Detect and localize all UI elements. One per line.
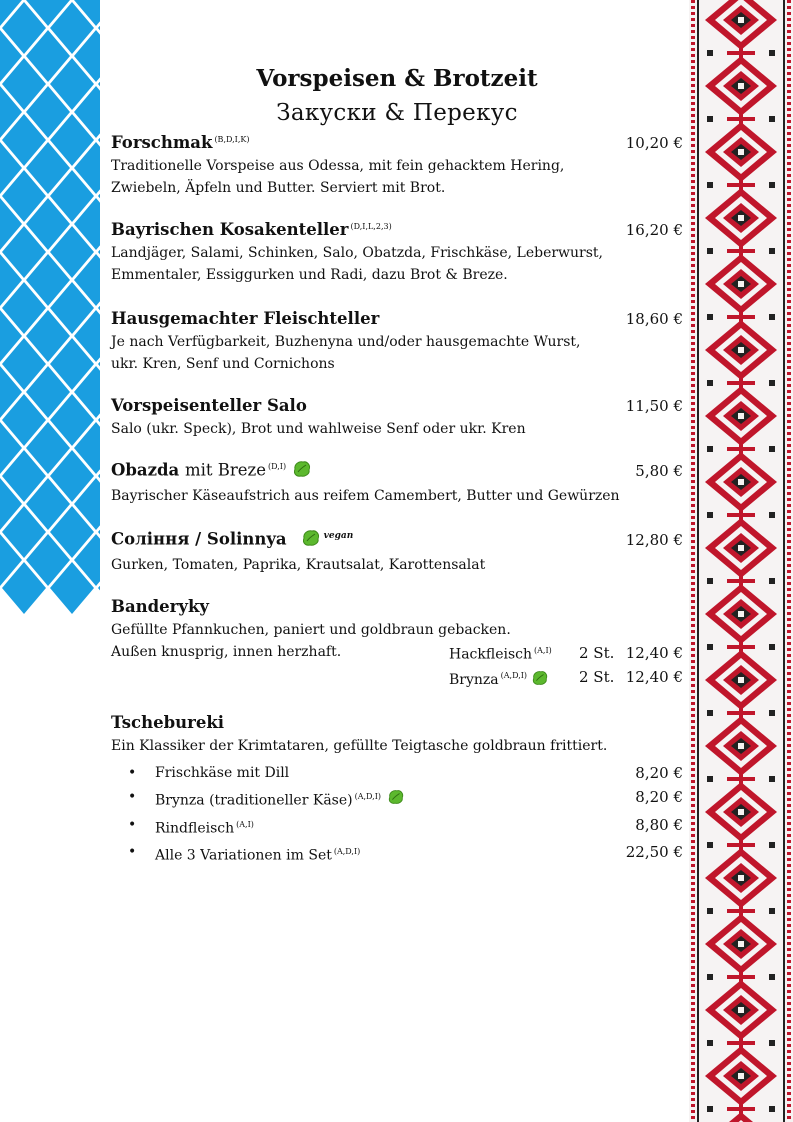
item-price: 10,20 € (625, 134, 683, 152)
item-description: Gurken, Tomaten, Paprika, Krautsalat, Karottensalat (111, 557, 486, 573)
item-price: 5,80 € (635, 461, 683, 480)
variant-list (111, 761, 683, 868)
variant-row (449, 670, 683, 690)
variant-label: Brynza (449, 672, 499, 688)
item-name: Obazda (111, 460, 180, 480)
variant-price: 12,40 € (625, 668, 683, 686)
variant-qty: 2 St. (579, 668, 615, 686)
variant-label: Frischkäse mit Dill (155, 765, 290, 781)
item-description: Ein Klassiker der Krimtataren, gefüllte Teigtasche goldbraun frittiert. (111, 738, 608, 754)
menu-item-salo (111, 396, 683, 440)
list-item: • Brynza (traditioneller Käse) $^{(A,D,I)}$ 8,20 € (111, 785, 683, 813)
item-price: 16,20 € (625, 221, 683, 239)
variant-price: 8,20 € (635, 788, 683, 806)
bavarian-diamond-border (0, 0, 100, 1122)
page-title: Vorspeisen & Brotzeit (256, 65, 538, 92)
item-name: Forschmak (111, 133, 213, 152)
vegetarian-leaf-icon (301, 529, 321, 551)
item-name: Hausgemachter Fleischteller (111, 309, 380, 328)
variant-price: 8,80 € (635, 815, 683, 834)
allergen-codes: (A,D,I) (333, 847, 361, 857)
variant-price: 22,50 € (625, 843, 683, 862)
item-description: Traditionelle Vorspeise aus Odessa, mit fein gehacktem Hering, (111, 158, 565, 174)
allergen-codes: (A,D,I) (500, 671, 528, 681)
variant-row (449, 646, 683, 663)
vegetarian-leaf-icon (292, 460, 312, 482)
item-description: Gefüllte Pfannkuchen, paniert und goldbraun gebacken. (111, 622, 511, 638)
item-description: ukr. Kren, Senf und Cornichons (111, 356, 335, 372)
item-name: Соління / Solinnya (111, 529, 287, 549)
menu-item-obazda (111, 460, 683, 507)
item-name: Vorspeisenteller Salo (111, 396, 307, 415)
list-item: • Frischkäse mit Dill 8,20 € (111, 761, 683, 785)
menu-header (111, 62, 683, 130)
item-price: 12,80 € (625, 530, 683, 549)
allergen-codes: (D,I) (268, 462, 287, 471)
item-name: Banderyky (111, 597, 209, 616)
item-price: 11,50 € (625, 397, 683, 415)
menu-item-forschmak (111, 133, 683, 199)
variant-label: Brynza (traditioneller Käse) (155, 792, 353, 809)
item-description: Außen knusprig, innen herzhaft. (111, 644, 342, 660)
item-name: Bayrischen Kosakenteller (111, 220, 349, 239)
variant-label: Hackfleisch (449, 646, 533, 663)
menu-item-fleischteller (111, 309, 683, 375)
allergen-codes: (D,I,L,2,3) (350, 221, 392, 231)
item-name-suffix: mit Breze (184, 460, 266, 480)
variant-label: Alle 3 Variationen im Set (155, 847, 332, 864)
allergen-codes: (A,I) (236, 819, 254, 829)
list-item: • Rindfleisch $^{(A,I)}$ 8,80 € (111, 813, 683, 841)
variant-qty: 2 St. (579, 644, 615, 662)
allergen-codes: (A,I) (534, 646, 552, 655)
allergen-codes: (A,D,I) (354, 792, 382, 801)
variant-price: 8,20 € (635, 764, 683, 782)
item-description: Landjäger, Salami, Schinken, Salo, Obatzda, Frischkäse, Leberwurst, (111, 245, 603, 261)
menu-item-solinnya (111, 529, 683, 576)
item-description: Emmentaler, Essiggurken und Radi, dazu Brot & Breze. (111, 267, 508, 283)
list-item: • Alle 3 Variationen im Set $^{(A,D,I)}$ 22,50 € (111, 840, 683, 868)
item-description: Je nach Verfügbarkeit, Buzhenyna und/oder hausgemachte Wurst, (111, 334, 581, 350)
embroidery-border (689, 0, 793, 1122)
item-price: 18,60 € (625, 310, 683, 328)
vegetarian-leaf-icon (531, 670, 549, 690)
item-description: Zwiebeln, Äpfeln und Butter. Serviert mit Brot. (111, 180, 446, 196)
vegetarian-leaf-icon (387, 789, 405, 813)
page-subtitle: Закуски & Перекус (276, 100, 518, 126)
allergen-codes: (B,D,I,K) (214, 134, 250, 144)
menu-item-kosakenteller (111, 220, 683, 286)
menu-item-tschebureki (111, 713, 683, 868)
variant-label: Rindfleisch (155, 820, 235, 837)
item-name: Tschebureki (111, 713, 225, 732)
item-description: Bayrischer Käseaufstrich aus reifem Camembert, Butter und Gewürzen (111, 488, 620, 504)
variant-price: 12,40 € (625, 644, 683, 662)
item-description: Salo (ukr. Speck), Brot und wahlweise Senf oder ukr. Kren (111, 421, 526, 437)
vegan-label: vegan (323, 531, 354, 541)
